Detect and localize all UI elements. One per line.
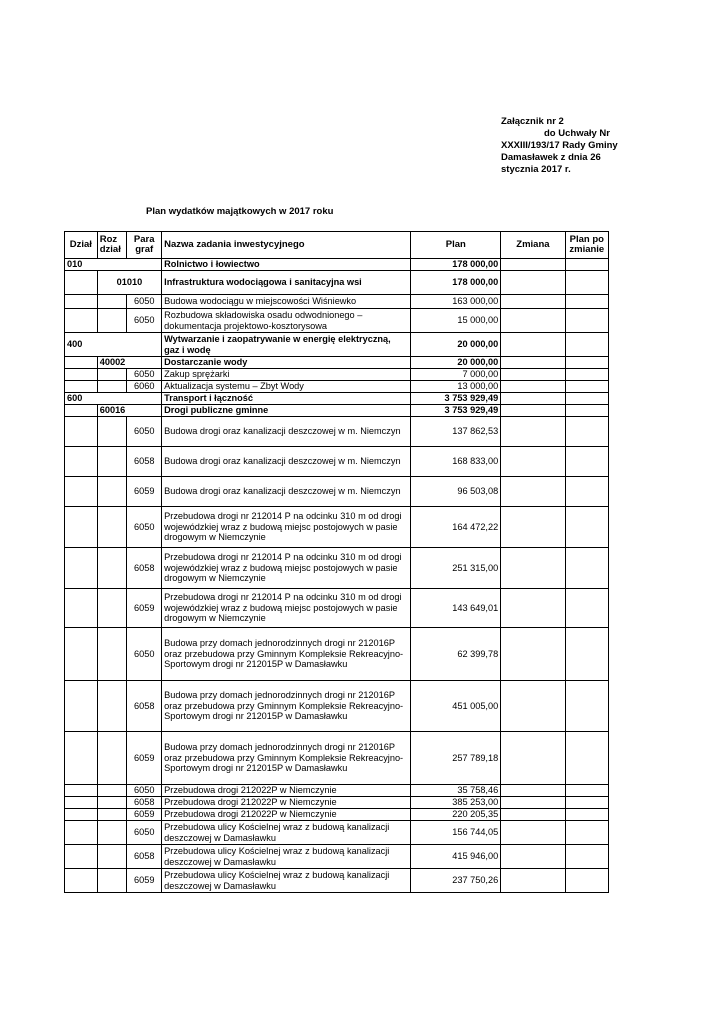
cell-plan: 20 000,00	[411, 333, 501, 357]
cell-plan-po-zmianie	[565, 381, 608, 393]
table-row	[65, 797, 609, 809]
cell-zmiana	[501, 447, 565, 477]
cell-dzial	[65, 447, 98, 477]
attachment-line: Damasławek z dnia 26	[501, 152, 601, 163]
cell-dzial	[65, 732, 98, 785]
table-row	[65, 869, 609, 893]
cell-zmiana	[501, 732, 565, 785]
table-body	[65, 259, 609, 893]
cell-plan-po-zmianie	[565, 589, 608, 628]
cell-plan-po-zmianie	[565, 548, 608, 589]
cell-plan-po-zmianie	[565, 507, 608, 548]
cell-nazwa: Przebudowa drogi nr 212014 P na odcinku 310 m od drogi wojewódzkiej wraz z budową miejsc postojowych w pasie drogowym w Niemczynie	[162, 507, 411, 548]
cell-rozdzial	[97, 797, 127, 809]
header-plan: Plan	[411, 232, 501, 259]
cell-plan: 15 000,00	[411, 309, 501, 333]
cell-rozdzial	[97, 821, 127, 845]
cell-plan-po-zmianie	[565, 417, 608, 447]
cell-rozdzial	[97, 477, 127, 507]
cell-dzial	[65, 309, 98, 333]
cell-plan: 7 000,00	[411, 369, 501, 381]
table-row	[65, 295, 609, 309]
cell-nazwa: Wytwarzanie i zaopatrywanie w energię elektryczną, gaz i wodę	[162, 333, 411, 357]
cell-plan: 257 789,18	[411, 732, 501, 785]
cell-rozdzial	[97, 628, 127, 681]
cell-nazwa: Przebudowa ulicy Kościelnej wraz z budową kanalizacji deszczowej w Damasławku	[162, 845, 411, 869]
cell-rozdzial	[97, 417, 127, 447]
cell-zmiana	[501, 477, 565, 507]
cell-zmiana	[501, 507, 565, 548]
cell-paragraf: 6059	[127, 809, 162, 821]
cell-nazwa: Budowa drogi oraz kanalizacji deszczowej w m. Niemczyn	[162, 417, 411, 447]
cell-dzial	[65, 417, 98, 447]
cell-plan-po-zmianie	[565, 681, 608, 732]
cell-rozdzial	[97, 369, 127, 381]
cell-plan: 178 000,00	[411, 271, 501, 295]
cell-rozdzial	[97, 309, 127, 333]
table-row	[65, 732, 609, 785]
cell-paragraf: 6059	[127, 477, 162, 507]
cell-plan: 415 946,00	[411, 845, 501, 869]
cell-rozdzial	[97, 785, 127, 797]
table-row	[65, 271, 609, 295]
table-row	[65, 785, 609, 797]
cell-plan-po-zmianie	[565, 869, 608, 893]
cell-dzial	[65, 785, 98, 797]
cell-nazwa: Przebudowa drogi 212022P w Niemczynie	[162, 785, 411, 797]
table-row	[65, 477, 609, 507]
attachment-line: Załącznik nr 2	[501, 116, 564, 127]
cell-zmiana	[501, 259, 565, 271]
cell-plan-po-zmianie	[565, 447, 608, 477]
cell-plan: 143 649,01	[411, 589, 501, 628]
cell-plan-po-zmianie	[565, 477, 608, 507]
cell-nazwa: Aktualizacja systemu – Zbyt Wody	[162, 381, 411, 393]
table-row	[65, 628, 609, 681]
cell-nazwa: Przebudowa drogi nr 212014 P na odcinku 310 m od drogi wojewódzkiej wraz z budową miejsc postojowych w pasie drogowym w Niemczynie	[162, 589, 411, 628]
cell-dzial	[65, 381, 98, 393]
cell-zmiana	[501, 809, 565, 821]
header-zmiana: Zmiana	[501, 232, 565, 259]
cell-plan: 96 503,08	[411, 477, 501, 507]
cell-zmiana	[501, 548, 565, 589]
cell-plan-po-zmianie	[565, 809, 608, 821]
table-row	[65, 507, 609, 548]
cell-plan: 220 205,35	[411, 809, 501, 821]
table-row	[65, 417, 609, 447]
cell-paragraf: 6059	[127, 589, 162, 628]
cell-zmiana	[501, 821, 565, 845]
cell-plan: 20 000,00	[411, 357, 501, 369]
cell-plan-po-zmianie	[565, 369, 608, 381]
header-paragraf: Para graf	[127, 232, 162, 259]
cell-nazwa: Zakup sprężarki	[162, 369, 411, 381]
table-row	[65, 589, 609, 628]
cell-dzial	[65, 405, 98, 417]
cell-nazwa: Przebudowa drogi 212022P w Niemczynie	[162, 797, 411, 809]
cell-paragraf: 6050	[127, 295, 162, 309]
cell-paragraf: 6058	[127, 681, 162, 732]
cell-paragraf: 6050	[127, 507, 162, 548]
cell-nazwa: Przebudowa drogi nr 212014 P na odcinku 310 m od drogi wojewódzkiej wraz z budową miejsc postojowych w pasie drogowym w Niemczynie	[162, 548, 411, 589]
cell-rozdzial	[97, 295, 127, 309]
table-row	[65, 809, 609, 821]
cell-zmiana	[501, 381, 565, 393]
cell-plan-po-zmianie	[565, 295, 608, 309]
cell-nazwa: Transport i łączność	[162, 393, 411, 405]
cell-nazwa: Budowa przy domach jednorodzinnych drogi nr 212016P oraz przebudowa przy Gminnym Kompleksie Rekreacyjno- Sportowym drogi nr 212015P w Damasławku	[162, 681, 411, 732]
cell-dzial	[65, 628, 98, 681]
cell-plan: 168 833,00	[411, 447, 501, 477]
cell-paragraf: 6058	[127, 548, 162, 589]
cell-nazwa: Infrastruktura wodociągowa i sanitacyjna wsi	[162, 271, 411, 295]
attachment-line: XXXIII/193/17 Rady Gminy	[501, 140, 618, 151]
table-row	[65, 821, 609, 845]
attachment-line: do Uchwały Nr	[544, 128, 610, 139]
cell-plan: 156 744,05	[411, 821, 501, 845]
cell-zmiana	[501, 369, 565, 381]
cell-zmiana	[501, 393, 565, 405]
cell-zmiana	[501, 681, 565, 732]
cell-zmiana	[501, 271, 565, 295]
cell-plan-po-zmianie	[565, 357, 608, 369]
cell-zmiana	[501, 295, 565, 309]
cell-dzial	[65, 295, 98, 309]
cell-rozdzial: 40002	[97, 357, 161, 369]
cell-dzial	[65, 845, 98, 869]
cell-nazwa: Dostarczanie wody	[162, 357, 411, 369]
cell-rozdzial: 01010	[97, 271, 161, 295]
cell-rozdzial	[97, 869, 127, 893]
cell-plan-po-zmianie	[565, 393, 608, 405]
cell-plan: 251 315,00	[411, 548, 501, 589]
cell-plan-po-zmianie	[565, 628, 608, 681]
cell-rozdzial	[97, 809, 127, 821]
header-dzial: Dział	[65, 232, 98, 259]
table-header-row	[65, 232, 609, 259]
cell-dzial: 010	[65, 259, 162, 271]
cell-plan-po-zmianie	[565, 797, 608, 809]
header-plan-po-zmianie: Plan po zmianie	[565, 232, 608, 259]
cell-plan-po-zmianie	[565, 333, 608, 357]
cell-dzial	[65, 548, 98, 589]
cell-plan: 3 753 929,49	[411, 405, 501, 417]
cell-rozdzial	[97, 732, 127, 785]
cell-zmiana	[501, 333, 565, 357]
cell-nazwa: Rozbudowa składowiska osadu odwodnionego – dokumentacja projektowo-kosztorysowa	[162, 309, 411, 333]
cell-zmiana	[501, 357, 565, 369]
cell-plan-po-zmianie	[565, 845, 608, 869]
cell-nazwa: Budowa drogi oraz kanalizacji deszczowej w m. Niemczyn	[162, 477, 411, 507]
cell-paragraf: 6058	[127, 797, 162, 809]
cell-nazwa: Przebudowa ulicy Kościelnej wraz z budową kanalizacji deszczowej w Damasławku	[162, 821, 411, 845]
cell-paragraf: 6058	[127, 447, 162, 477]
cell-rozdzial	[97, 507, 127, 548]
cell-dzial: 400	[65, 333, 162, 357]
attachment-header	[501, 116, 661, 176]
cell-plan: 237 750,26	[411, 869, 501, 893]
cell-dzial: 600	[65, 393, 162, 405]
cell-plan-po-zmianie	[565, 785, 608, 797]
table-row	[65, 405, 609, 417]
cell-nazwa: Drogi publiczne gminne	[162, 405, 411, 417]
cell-zmiana	[501, 845, 565, 869]
cell-paragraf: 6050	[127, 417, 162, 447]
cell-plan-po-zmianie	[565, 405, 608, 417]
cell-plan-po-zmianie	[565, 309, 608, 333]
cell-rozdzial: 60016	[97, 405, 161, 417]
table-row	[65, 357, 609, 369]
table-row	[65, 333, 609, 357]
cell-rozdzial	[97, 589, 127, 628]
cell-rozdzial	[97, 548, 127, 589]
table-row	[65, 381, 609, 393]
cell-paragraf: 6050	[127, 628, 162, 681]
cell-plan-po-zmianie	[565, 821, 608, 845]
header-rozdzial: Roz dział	[97, 232, 127, 259]
cell-rozdzial	[97, 845, 127, 869]
table-row	[65, 369, 609, 381]
cell-dzial	[65, 369, 98, 381]
cell-zmiana	[501, 785, 565, 797]
header-nazwa: Nazwa zadania inwestycyjnego	[162, 232, 411, 259]
cell-paragraf: 6050	[127, 785, 162, 797]
cell-paragraf: 6059	[127, 869, 162, 893]
cell-paragraf: 6058	[127, 845, 162, 869]
cell-paragraf: 6050	[127, 369, 162, 381]
cell-plan: 164 472,22	[411, 507, 501, 548]
cell-zmiana	[501, 417, 565, 447]
cell-dzial	[65, 869, 98, 893]
cell-zmiana	[501, 628, 565, 681]
cell-paragraf: 6060	[127, 381, 162, 393]
cell-plan-po-zmianie	[565, 732, 608, 785]
cell-dzial	[65, 357, 98, 369]
cell-plan-po-zmianie	[565, 259, 608, 271]
cell-plan-po-zmianie	[565, 271, 608, 295]
table-row	[65, 259, 609, 271]
cell-plan: 385 253,00	[411, 797, 501, 809]
cell-plan: 137 862,53	[411, 417, 501, 447]
expenditure-table	[64, 231, 609, 893]
cell-plan: 163 000,00	[411, 295, 501, 309]
cell-plan: 3 753 929,49	[411, 393, 501, 405]
cell-dzial	[65, 507, 98, 548]
cell-dzial	[65, 809, 98, 821]
table-row	[65, 393, 609, 405]
table-row	[65, 548, 609, 589]
cell-rozdzial	[97, 447, 127, 477]
cell-plan: 13 000,00	[411, 381, 501, 393]
cell-nazwa: Budowa przy domach jednorodzinnych drogi nr 212016P oraz przebudowa przy Gminnym Kompleksie Rekreacyjno- Sportowym drogi nr 212015P w Damasławku	[162, 732, 411, 785]
cell-paragraf: 6050	[127, 309, 162, 333]
cell-plan: 451 005,00	[411, 681, 501, 732]
cell-dzial	[65, 271, 98, 295]
cell-nazwa: Rolnictwo i łowiectwo	[162, 259, 411, 271]
cell-dzial	[65, 589, 98, 628]
page-title: Plan wydatków majątkowych w 2017 roku	[146, 206, 334, 217]
cell-plan: 62 399,78	[411, 628, 501, 681]
cell-paragraf: 6059	[127, 732, 162, 785]
cell-nazwa: Budowa przy domach jednorodzinnych drogi nr 212016P oraz przebudowa przy Gminnym Kompleksie Rekreacyjno- Sportowym drogi nr 212015P w Damasławku	[162, 628, 411, 681]
table-row	[65, 681, 609, 732]
cell-nazwa: Przebudowa drogi 212022P w Niemczynie	[162, 809, 411, 821]
cell-nazwa: Budowa wodociągu w miejscowości Wiśniewko	[162, 295, 411, 309]
cell-dzial	[65, 797, 98, 809]
table-row	[65, 845, 609, 869]
cell-paragraf: 6050	[127, 821, 162, 845]
cell-zmiana	[501, 589, 565, 628]
cell-zmiana	[501, 797, 565, 809]
cell-rozdzial	[97, 381, 127, 393]
cell-nazwa: Przebudowa ulicy Kościelnej wraz z budową kanalizacji deszczowej w Damasławku	[162, 869, 411, 893]
cell-dzial	[65, 821, 98, 845]
cell-zmiana	[501, 405, 565, 417]
cell-nazwa: Budowa drogi oraz kanalizacji deszczowej w m. Niemczyn	[162, 447, 411, 477]
cell-rozdzial	[97, 681, 127, 732]
cell-zmiana	[501, 869, 565, 893]
cell-plan: 178 000,00	[411, 259, 501, 271]
table-row	[65, 447, 609, 477]
attachment-line: stycznia 2017 r.	[501, 164, 571, 175]
cell-dzial	[65, 477, 98, 507]
cell-plan: 35 758,46	[411, 785, 501, 797]
cell-dzial	[65, 681, 98, 732]
table-row	[65, 309, 609, 333]
cell-zmiana	[501, 309, 565, 333]
